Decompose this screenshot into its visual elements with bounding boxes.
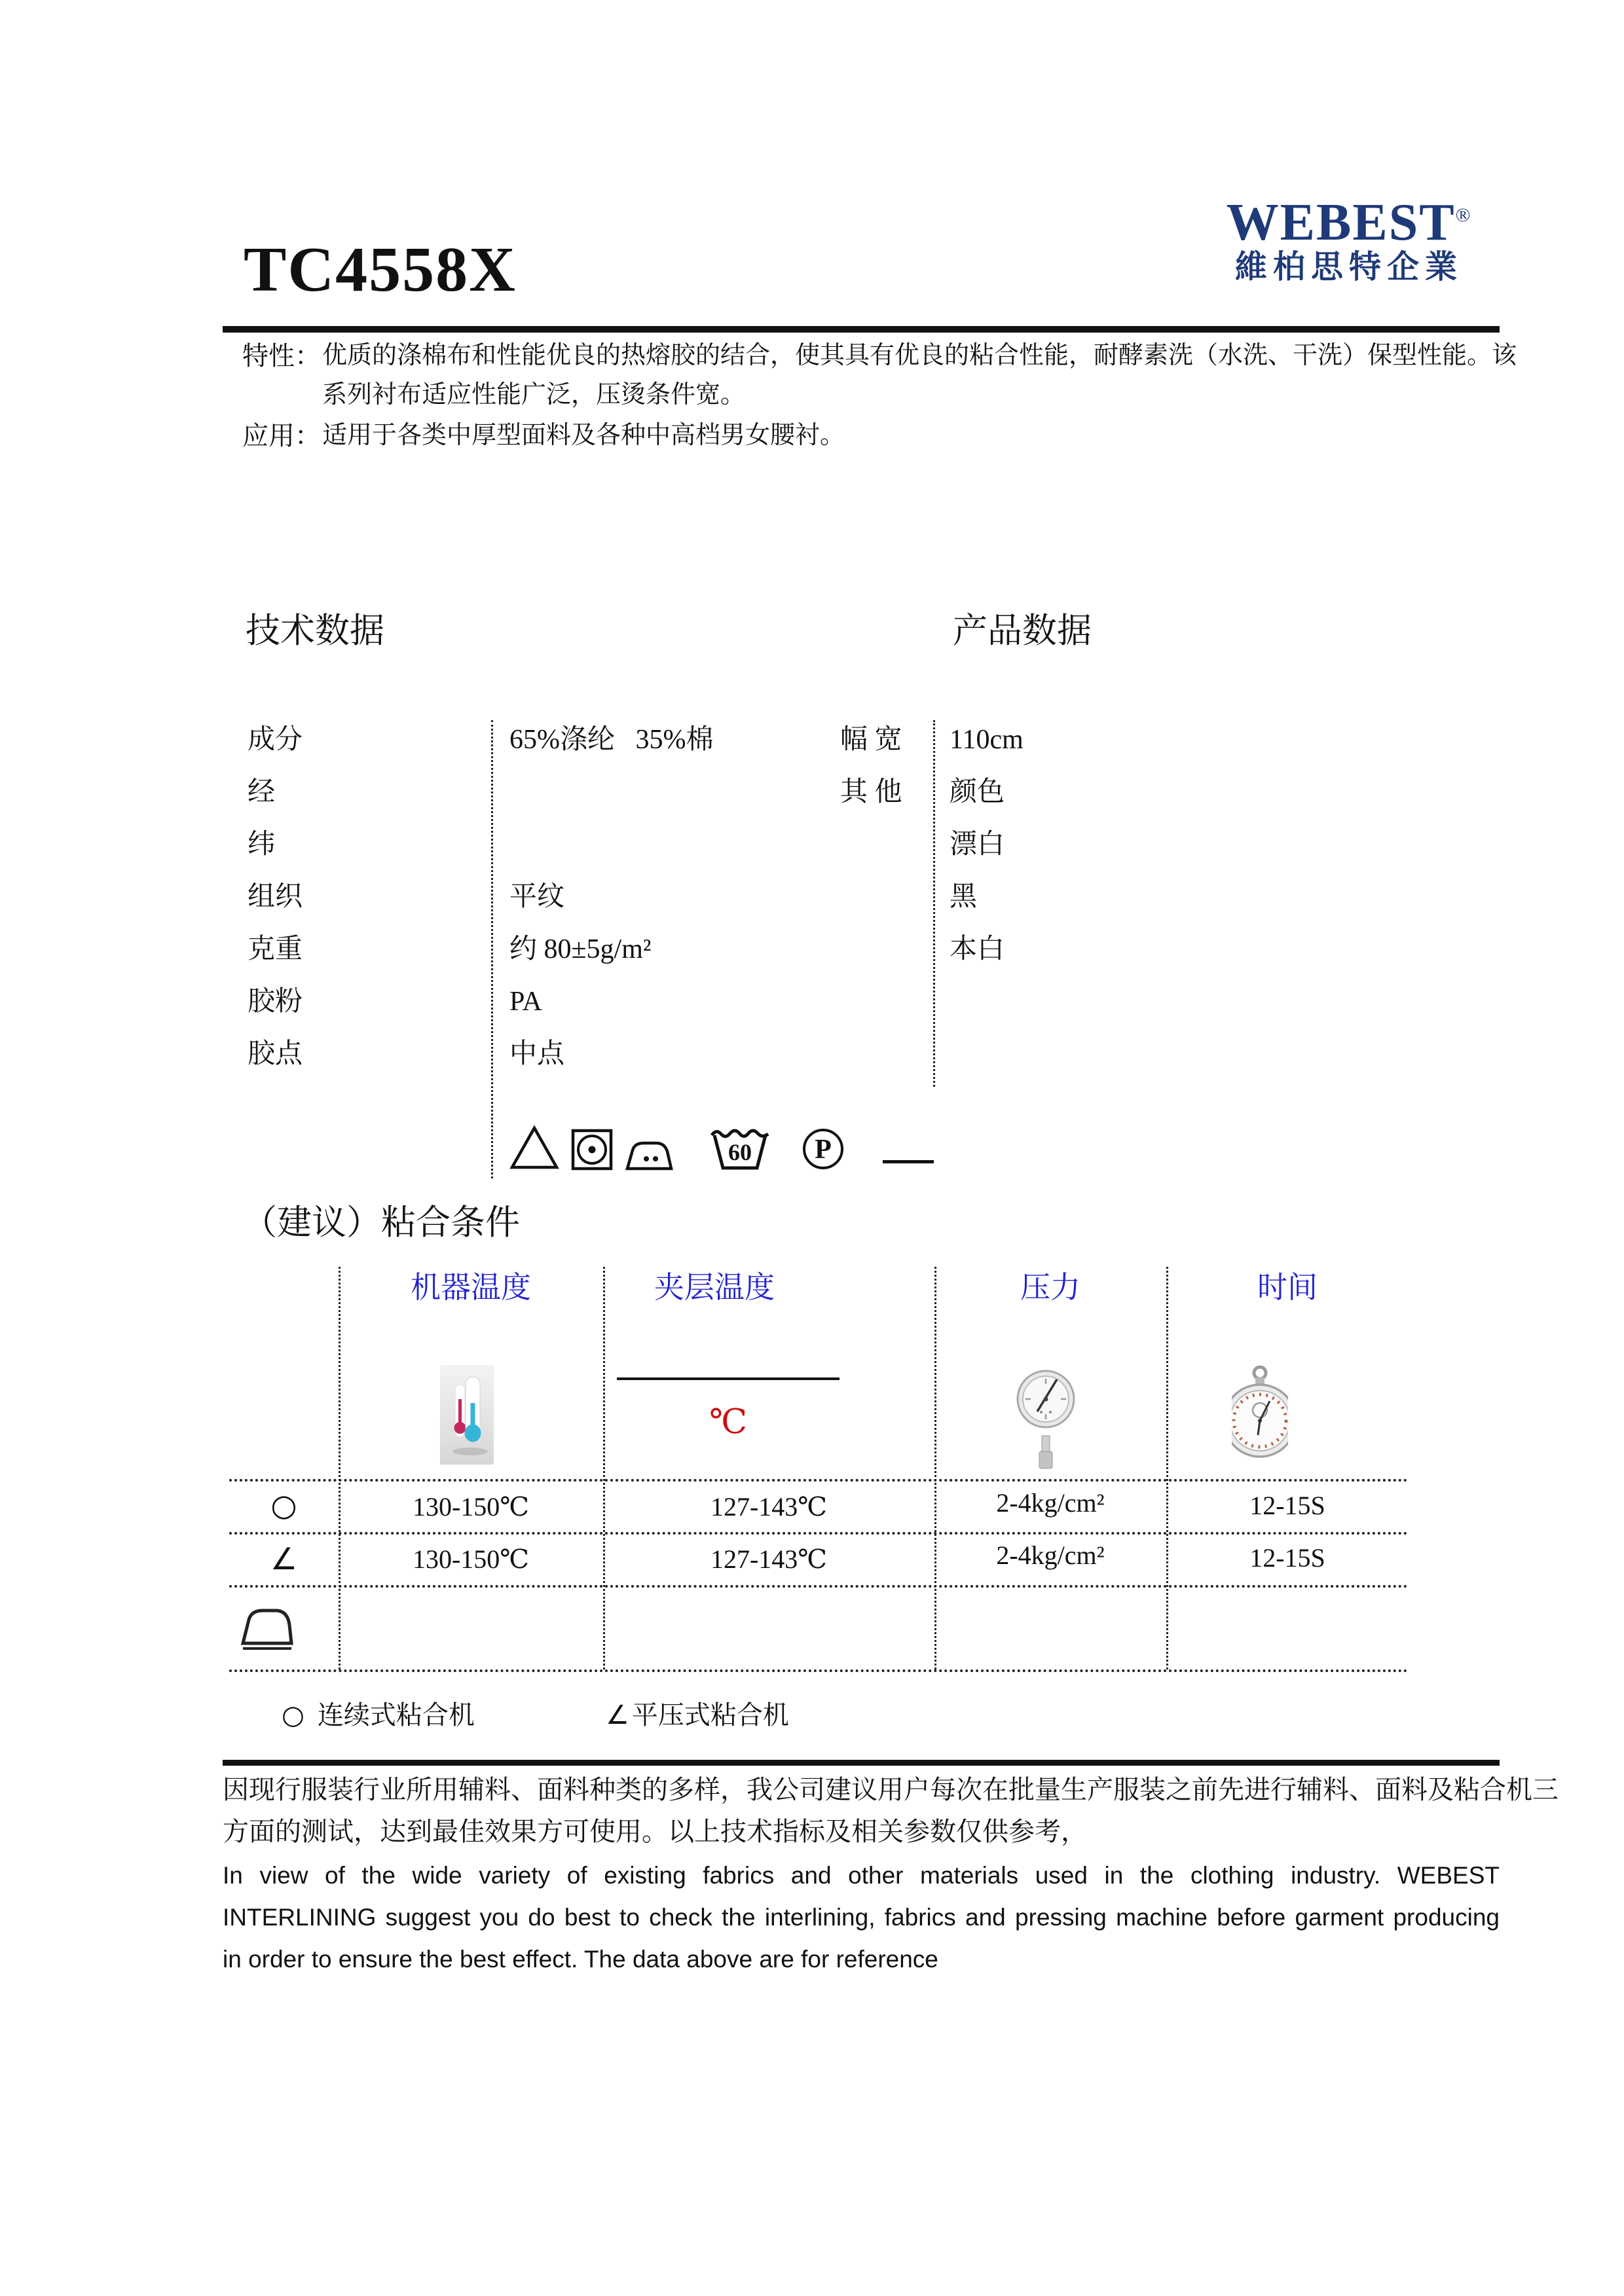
bonding-col-line-1 — [339, 1267, 341, 1669]
application-text: 适用于各类中厚型面料及各种中高档男女腰衬。 — [322, 422, 845, 449]
disclaimer-en-line3: in order to ensure the best effect. The data above are for reference — [223, 1946, 938, 1973]
bonding-row-line-3 — [229, 1585, 1408, 1588]
tech-data-heading: 技术数据 — [246, 612, 384, 650]
product-value-bleached: 漂白 — [950, 829, 1005, 860]
row1-time: 12-15S — [1249, 1491, 1325, 1520]
flat-line-icon — [883, 1160, 934, 1163]
dry-clean-p-icon — [802, 1127, 845, 1171]
circle-symbol: ○ — [282, 1700, 304, 1730]
tech-value-weight: 约 80±5g/m² — [509, 934, 652, 964]
row2-time: 12-15S — [1249, 1543, 1325, 1573]
legend-continuous-machine: ○ 连续式粘合机 — [282, 1700, 475, 1730]
bonding-row-line-2 — [229, 1532, 1408, 1535]
row1-layer-temp: 127-143℃ — [710, 1492, 828, 1522]
tech-label-weft: 纬 — [248, 829, 276, 860]
tech-table-divider-1 — [491, 720, 493, 1178]
row1-machine-type-symbol: ○ — [270, 1487, 297, 1523]
tech-label-adhesive: 胶粉 — [248, 987, 303, 1017]
tech-value-dot-type: 中点 — [509, 1039, 565, 1069]
company-name-cn: 維柏思特企業 — [1234, 249, 1463, 285]
tech-value-adhesive: PA — [509, 987, 542, 1017]
layer-temp-line — [617, 1377, 840, 1380]
product-label-other: 其 他 — [840, 777, 902, 807]
tech-label-weave: 组织 — [248, 882, 303, 912]
registered-trademark-icon: ® — [1455, 204, 1472, 226]
col-header-machine-temp: 机器温度 — [411, 1271, 531, 1304]
feature-text-line2: 系列衬布适应性能广泛，压烫条件宽。 — [322, 381, 746, 409]
page-title: TC4558X — [244, 234, 517, 305]
col-header-pressure: 压力 — [1020, 1271, 1080, 1304]
tech-label-composition: 成分 — [248, 725, 303, 755]
row2-machine-type-symbol: ∠ — [270, 1541, 298, 1576]
product-label-width: 幅 宽 — [840, 725, 902, 755]
feature-label: 特性： — [242, 341, 321, 371]
bonding-col-line-3 — [934, 1267, 936, 1669]
col-header-time: 时间 — [1257, 1271, 1318, 1304]
tech-value-composition: 65%涤纶 35%棉 — [509, 725, 714, 755]
iron-two-dots-icon — [625, 1134, 674, 1172]
disclaimer-en-line1: In view of the wide variety of existing fabrics and other materials used in the clothing industry. WEBEST — [223, 1862, 1500, 1889]
bleach-triangle-icon — [509, 1125, 559, 1171]
brand-name: WEBEST — [1226, 194, 1456, 251]
angle-symbol: ∠ — [606, 1700, 629, 1730]
row1-machine-temp: 130-150℃ — [412, 1492, 530, 1522]
legend-flat-press-machine: ∠ 平压式粘合机 — [606, 1700, 789, 1730]
pressure-gauge-icon — [1016, 1352, 1075, 1477]
bonding-row-line-1 — [229, 1479, 1408, 1482]
feature-text-line1: 优质的涤棉布和性能优良的热熔胶的结合，使其具有优良的粘合性能，耐酵素洗（水洗、干洗）保型性能。该 — [322, 342, 1517, 369]
header-divider-rule — [223, 326, 1500, 333]
product-value-color: 颜色 — [950, 777, 1005, 807]
product-value-width: 110cm — [950, 725, 1024, 755]
wash-60-icon — [710, 1121, 770, 1173]
celsius-symbol: ℃ — [709, 1404, 748, 1441]
col-header-layer-temp: 夹层温度 — [654, 1271, 775, 1304]
application-label: 应用： — [242, 421, 321, 450]
bonding-conditions-heading: （建议）粘合条件 — [242, 1204, 520, 1242]
company-logo — [1198, 196, 1500, 285]
tech-table-divider-2 — [933, 720, 935, 1087]
bonding-row-line-4 — [229, 1669, 1408, 1672]
bonding-col-line-2 — [603, 1267, 605, 1669]
wash-temperature: 60 — [728, 1139, 752, 1165]
product-data-heading: 产品数据 — [953, 612, 1092, 650]
disclaimer-en-line2: INTERLINING suggest you do best to check the interlining, fabrics and pressing machine before garment producing — [223, 1904, 1500, 1931]
tech-label-warp: 经 — [248, 777, 276, 807]
tumble-dry-icon — [571, 1129, 613, 1171]
dry-clean-letter: P — [815, 1135, 832, 1165]
row2-machine-temp: 130-150℃ — [412, 1544, 530, 1574]
row1-pressure: 2-4kg/cm² — [996, 1488, 1105, 1518]
row2-pressure: 2-4kg/cm² — [996, 1540, 1105, 1570]
disclaimer-cn-line1: 因现行服装行业所用辅料、面料种类的多样，我公司建议用户每次在批量生产服装之前先进行辅料、面料及粘合机三 — [223, 1775, 1559, 1804]
disclaimer-divider-rule — [223, 1760, 1500, 1766]
product-value-natural-white: 本白 — [950, 934, 1005, 964]
thermometer-icon — [440, 1365, 494, 1468]
bonding-col-line-4 — [1166, 1267, 1168, 1669]
product-value-black: 黑 — [950, 882, 978, 912]
tech-label-weight: 克重 — [248, 934, 303, 964]
hand-iron-icon — [239, 1597, 294, 1653]
row2-layer-temp: 127-143℃ — [710, 1544, 828, 1574]
tech-value-weave: 平纹 — [509, 882, 565, 912]
stopwatch-icon — [1232, 1363, 1288, 1465]
tech-label-dot-type: 胶点 — [248, 1039, 303, 1069]
brand-wordmark — [1198, 196, 1500, 249]
disclaimer-cn-line2: 方面的测试，达到最佳效果方可使用。以上技术指标及相关参数仅供参考， — [223, 1817, 1087, 1846]
